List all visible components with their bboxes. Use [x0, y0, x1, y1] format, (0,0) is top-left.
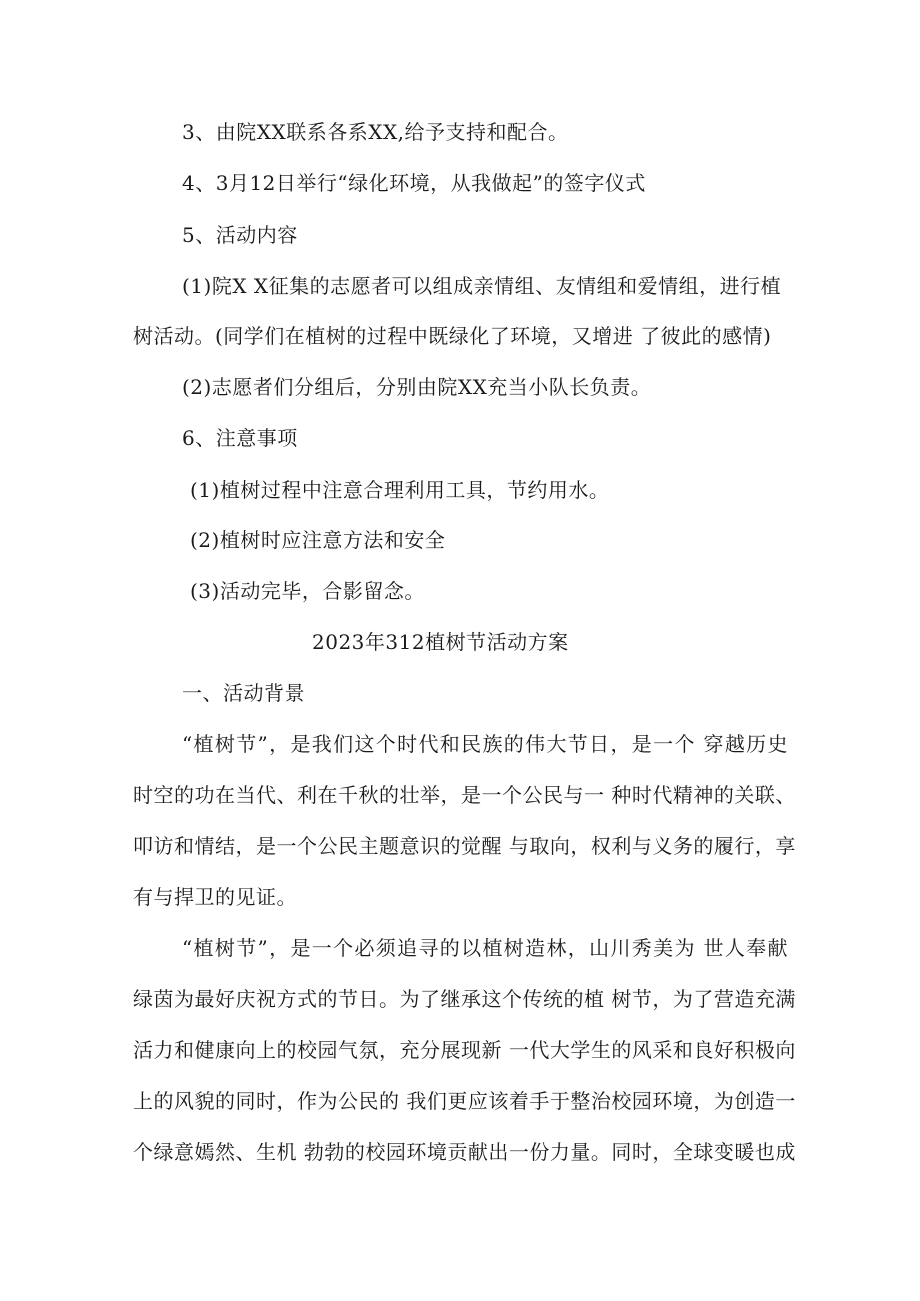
item-6-heading: 6、注意事项 — [182, 426, 298, 450]
para-2-line-4: 上的风貌的同时，作为公民的 我们更应该着手于整治校园环境，为创造一 — [133, 1089, 796, 1113]
para-2-line-1: “植树节”，是一个必须追寻的以植树造林，山川秀美为 世人奉献 — [182, 936, 788, 960]
para-2-line-3: 活力和健康向上的校园气氛，充分展现新 一代大学生的风采和良好积极向 — [133, 1038, 796, 1062]
para-1-line-3: 叩访和情结，是一个公民主题意识的觉醒 与取向，权利与义务的履行，享 — [133, 834, 796, 858]
para-2-line-2: 绿茵为最好庆祝方式的节日。为了继承这个传统的植 树节，为了营造充满 — [133, 987, 796, 1011]
document-title: 2023年312植树节活动方案 — [312, 630, 569, 654]
note-2: (2)植树时应注意方法和安全 — [190, 528, 446, 552]
content-2: (2)志愿者们分组后，分别由院XX充当小队长负责。 — [182, 375, 652, 399]
para-1-line-2: 时空的功在当代、利在千秋的壮举，是一个公民与一 种时代精神的关联、 — [133, 783, 796, 807]
heading-background: 一、活动背景 — [182, 681, 305, 705]
para-1-line-4: 有与捍卫的见证。 — [133, 885, 297, 909]
note-3: (3)活动完毕，合影留念。 — [190, 579, 425, 603]
para-1-line-1: “植树节”，是我们这个时代和民族的伟大节日，是一个 穿越历史 — [182, 732, 788, 756]
item-3: 3、由院XX联系各系XX,给予支持和配合。 — [182, 120, 569, 144]
content-1-line-1: (1)院X X征集的志愿者可以组成亲情组、友情组和爱情组，进行植 — [182, 274, 782, 298]
content-1-line-2: 树活动。(同学们在植树的过程中既绿化了环境，又增进 了彼此的感情) — [133, 324, 772, 348]
para-2-line-5: 个绿意嫣然、生机 勃勃的校园环境贡献出一份力量。同时，全球变暖也成 — [133, 1140, 796, 1164]
note-1: (1)植树过程中注意合理利用工具，节约用水。 — [190, 478, 610, 502]
item-5-heading: 5、活动内容 — [182, 223, 298, 247]
item-4: 4、3月12日举行“绿化环境，从我做起”的签字仪式 — [182, 171, 646, 195]
